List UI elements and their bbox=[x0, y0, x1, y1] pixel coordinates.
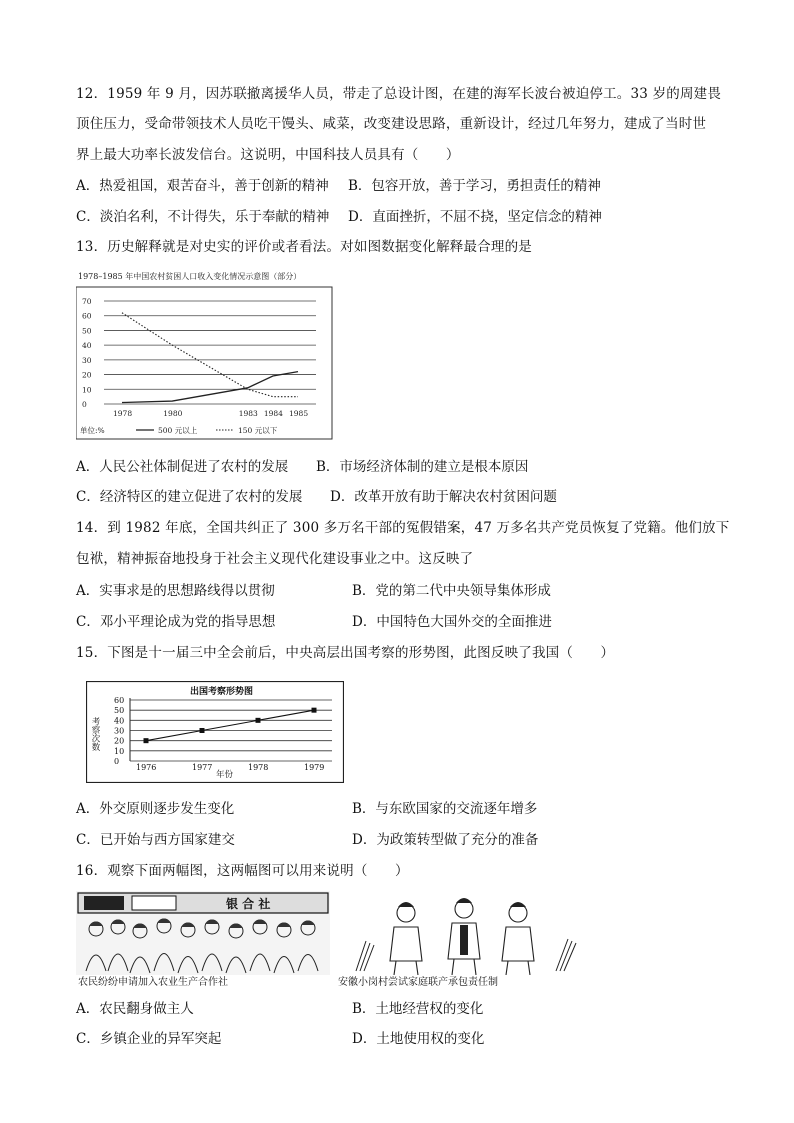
sign-text: 银 合 社 bbox=[226, 897, 271, 911]
right-caption: 安徽小岗村尝试家庭联产承包责任制 bbox=[338, 977, 498, 988]
q13-y-tick-label: 70 bbox=[82, 297, 92, 306]
q16-option-c[interactable]: C．乡镇企业的异军突起 bbox=[76, 1031, 222, 1047]
q15-x-tick-label: 1979 bbox=[304, 763, 325, 772]
q13-y-tick-label: 50 bbox=[82, 326, 92, 336]
q13-x-tick-label: 1984 bbox=[263, 409, 283, 418]
q13-x-tick-label: 1980 bbox=[163, 409, 183, 418]
q13-y-tick-label: 10 bbox=[82, 385, 92, 395]
q15-y-tick-label: 50 bbox=[114, 706, 125, 716]
q13-y-tick-label: 60 bbox=[82, 311, 92, 321]
q13-x-tick-label: 1983 bbox=[238, 409, 258, 418]
q15-y-tick-label: 10 bbox=[114, 746, 125, 756]
q15-option-a[interactable]: A．外交原则逐步发生变化 bbox=[76, 801, 235, 817]
q13-y-tick-label: 40 bbox=[82, 341, 92, 351]
q15-option-b[interactable]: B．与东欧国家的交流逐年增多 bbox=[352, 801, 538, 817]
q16-right-illustration bbox=[336, 891, 593, 988]
left-caption: 农民纷纷申请加入农业生产合作社 bbox=[78, 977, 228, 988]
q15-chart-title: 出国考察形势图 bbox=[190, 687, 254, 697]
q13-option-a[interactable]: A．人民公社体制促进了农村的发展 bbox=[76, 459, 289, 475]
q16-stem-line-1: 16．观察下面两幅图，这两幅图可以用来说明（ ） bbox=[76, 863, 409, 879]
q15-data-point bbox=[144, 738, 149, 743]
q13-stem-line-1: 13．历史解释就是对史实的评价或者看法。对如图数据变化解释最合理的是 bbox=[76, 239, 532, 255]
q16-option-b[interactable]: B．土地经营权的变化 bbox=[352, 1001, 484, 1017]
q15-x-tick-label: 1977 bbox=[192, 763, 213, 772]
q15-y-tick-label: 0 bbox=[114, 757, 120, 766]
q13-option-c[interactable]: C．经济特区的建立促进了农村的发展 bbox=[76, 489, 303, 505]
household-contract-illustration bbox=[336, 891, 593, 988]
q13-y-tick-label: 30 bbox=[82, 355, 92, 365]
q15-x-axis-label: 年份 bbox=[216, 770, 234, 780]
q15-option-c[interactable]: C．已开始与西方国家建交 bbox=[76, 832, 235, 848]
q14-option-b[interactable]: B．党的第二代中央领导集体形成 bbox=[352, 583, 551, 599]
q14-option-a[interactable]: A．实事求是的思想路线得以贯彻 bbox=[76, 583, 275, 599]
q13-option-b[interactable]: B．市场经济体制的建立是根本原因 bbox=[316, 459, 529, 475]
q13-series-line-500 bbox=[122, 372, 298, 403]
cooperative-application-illustration bbox=[76, 891, 330, 988]
q13-line-chart bbox=[76, 267, 336, 442]
q15-data-point bbox=[200, 728, 205, 733]
q16-option-d[interactable]: D．土地使用权的变化 bbox=[352, 1031, 485, 1047]
q14-stem-line-2: 包袱，精神振奋地投身于社会主义现代化建设事业之中。这反映了 bbox=[76, 551, 474, 567]
q15-y-tick-label: 40 bbox=[114, 716, 125, 726]
sign-block-left bbox=[84, 896, 124, 910]
q12-option-a[interactable]: A．热爱祖国，艰苦奋斗，善于创新的精神 bbox=[76, 178, 329, 194]
q15-y-tick-label: 20 bbox=[114, 736, 125, 746]
q14-option-d[interactable]: D．中国特色大国外交的全面推进 bbox=[352, 614, 552, 630]
q15-option-d[interactable]: D．为政策转型做了充分的准备 bbox=[352, 832, 539, 848]
q14-option-c[interactable]: C．邓小平理论成为党的指导思想 bbox=[76, 614, 276, 630]
q15-stem-line-1: 15．下图是十一届三中全会前后，中央高层出国考察的形势图，此图反映了我国（ ） bbox=[76, 645, 615, 661]
q15-data-point bbox=[256, 718, 261, 723]
q13-unit-label: 单位:% bbox=[80, 426, 105, 435]
q13-x-tick-label: 1985 bbox=[289, 409, 309, 418]
q15-x-tick-label: 1976 bbox=[136, 763, 157, 772]
q13-figure bbox=[76, 267, 336, 442]
q15-line-chart bbox=[86, 681, 344, 783]
q12-option-d[interactable]: D．直面挫折，不屈不挠，坚定信念的精神 bbox=[348, 209, 602, 225]
q13-y-tick-label: 20 bbox=[82, 370, 92, 380]
q12-stem-line-2: 顶住压力，受命带领技术人员吃干馒头、咸菜，改变建设思路，重新设计，经过几年努力，建成了当时世 bbox=[76, 116, 707, 132]
q15-x-tick-label: 1978 bbox=[248, 763, 269, 772]
q16-left-illustration bbox=[76, 891, 330, 988]
q13-chart-grid bbox=[104, 301, 316, 404]
q15-y-axis-label: 考察次数 bbox=[90, 717, 100, 751]
q13-chart-title: 1978–1985 年中国农村贫困人口收入变化情况示意图（部分） bbox=[78, 272, 302, 281]
q13-legend-solid-label: 500 元以上 bbox=[158, 426, 198, 435]
q12-option-b[interactable]: B．包容开放，善于学习，勇担责任的精神 bbox=[348, 178, 601, 194]
q15-figure bbox=[86, 681, 344, 783]
q13-chart-ticks bbox=[82, 297, 308, 418]
q13-x-tick-label: 1978 bbox=[113, 409, 133, 418]
sign-block-middle bbox=[132, 896, 176, 910]
q13-legend-dotted-label: 150 元以下 bbox=[238, 426, 278, 435]
q12-stem-line-3: 界上最大功率长波发信台。这说明，中国科技人员具有（ ） bbox=[76, 147, 460, 163]
q13-option-d[interactable]: D．改革开放有助于解决农村贫困问题 bbox=[330, 489, 557, 505]
q14-stem-line-1: 14．到 1982 年底，全国共纠正了 300 多万名干部的冤假错案，47 万多名共产党员恢复了党籍。他们放下 bbox=[76, 520, 730, 536]
q13-y-tick-label: 0 bbox=[82, 400, 87, 409]
q12-option-c[interactable]: C．淡泊名利，不计得失，乐于奉献的精神 bbox=[76, 209, 330, 225]
q13-series-line-150 bbox=[122, 313, 298, 397]
q12-stem-line-1: 12．1959 年 9 月，因苏联撤离援华人员，带走了总设计图，在建的海军长波台被迫停工。33 岁的周建畏 bbox=[76, 86, 722, 102]
q15-y-tick-label: 30 bbox=[114, 726, 125, 736]
q16-option-a[interactable]: A．农民翻身做主人 bbox=[76, 1001, 194, 1017]
q15-data-point bbox=[312, 708, 317, 713]
q15-y-tick-label: 60 bbox=[114, 696, 125, 705]
